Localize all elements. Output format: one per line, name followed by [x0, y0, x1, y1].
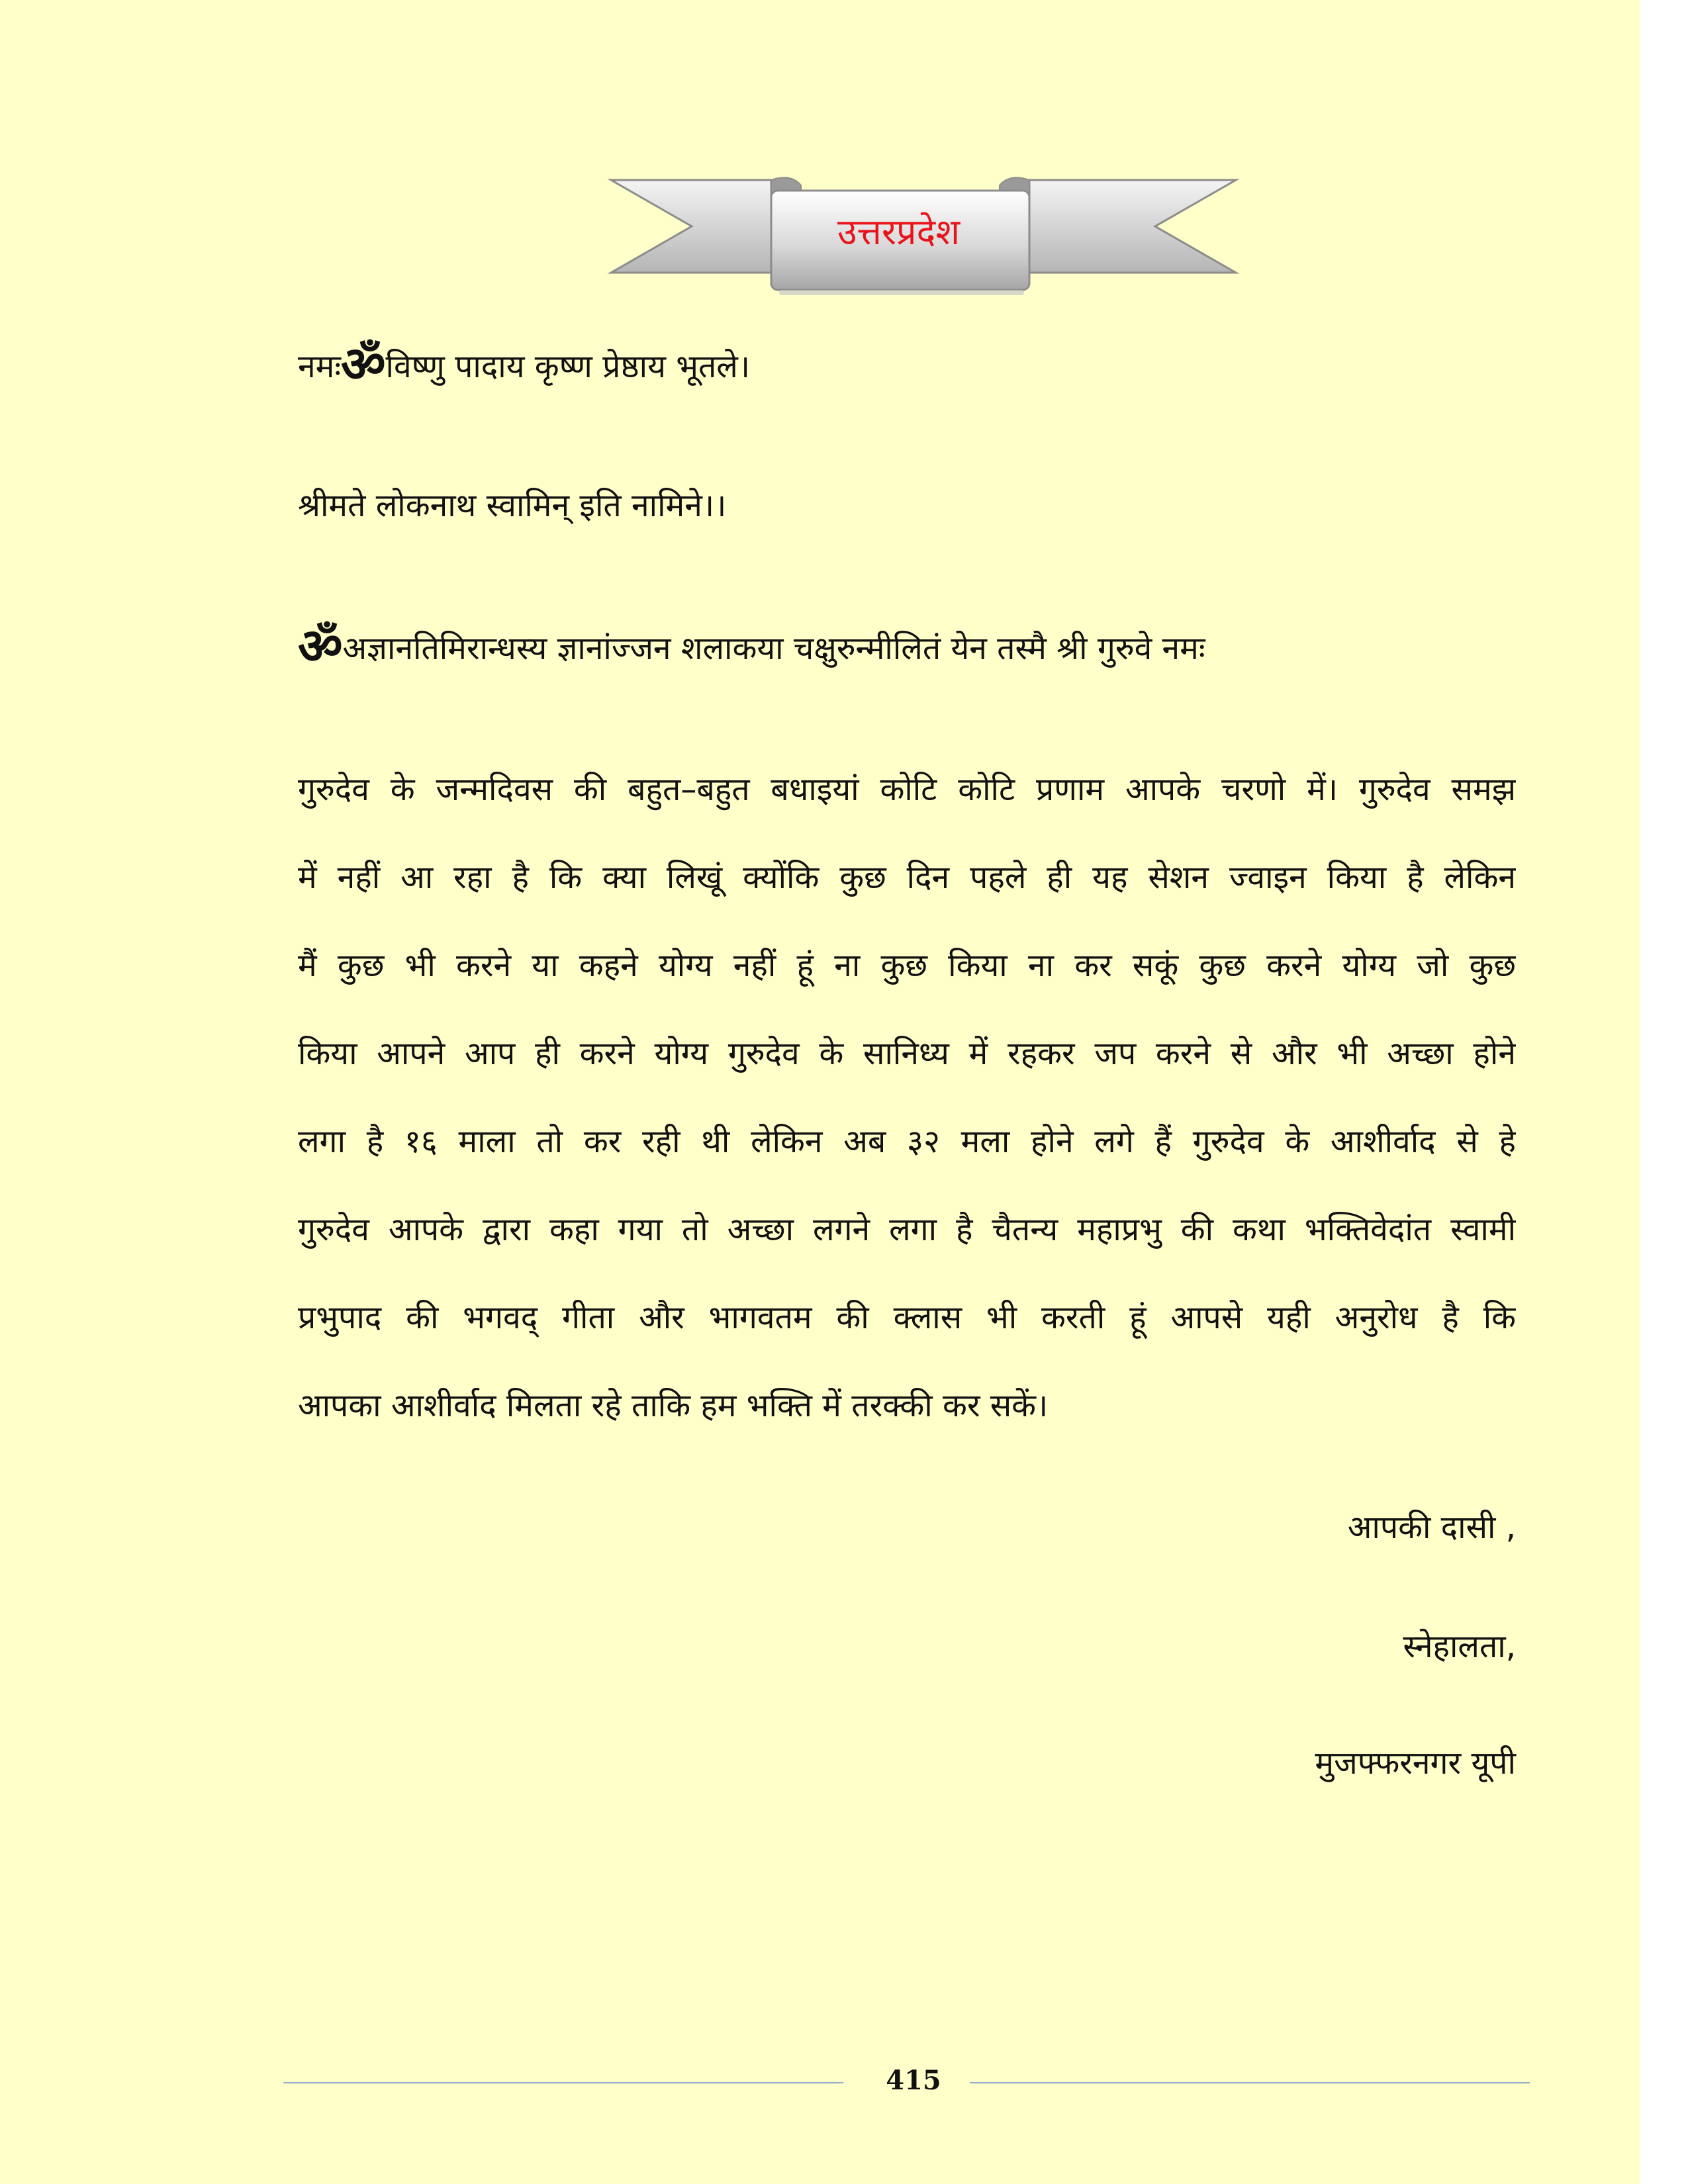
signoff-place: मुजफ्फरनगर यूपी: [1315, 1745, 1516, 1782]
letter-body-paragraph: [298, 768, 1516, 1472]
verse-line-1-prefix: नमः: [298, 348, 342, 385]
body-line: लगा है १६ माला तो कर रही थी लेकिन अब ३२ मला होने लगे हैं गुरुदेव के आशीर्वाद से हे: [298, 1123, 1516, 1160]
banner-title: उत्तरप्रदेश: [837, 211, 961, 253]
signoff-closing: आपकी दासी ,: [1347, 1509, 1516, 1546]
verse-line-3: [298, 618, 1205, 675]
footer-rule-left: [283, 2082, 843, 2083]
page-margin-strip: [1640, 0, 1688, 2184]
verse-line-3-text: अज्ञानतिमिरान्धस्य ज्ञानांज्जन शलाकया चक्षुरुन्मीलितं येन तस्मै श्री गुरुवे नमः: [342, 630, 1205, 667]
body-line: में नहीं आ रहा है कि क्या लिखूं क्योंकि कुछ दिन पहले ही यह सेशन ज्वाइन किया है लेकिन: [298, 859, 1516, 896]
verse-line-1: [298, 336, 751, 393]
title-ribbon-banner: [606, 173, 1241, 299]
om-symbol-icon: ॐ: [341, 336, 386, 393]
body-line: गुरुदेव आपके द्वारा कहा गया तो अच्छा लगने लगा है चैतन्य महाप्रभु की कथा भक्तिवेदांत स्वामी: [298, 1211, 1516, 1248]
body-line: मैं कुछ भी करने या कहने योग्य नहीं हूं ना कुछ किया ना कर सकूं कुछ करने योग्य जो कुछ: [298, 947, 1516, 984]
verse-line-2: श्रीमते लोकनाथ स्वामिन् इति नामिने।।: [298, 487, 727, 524]
body-line: प्रभुपाद की भगवद् गीता और भागवतम की क्लास भी करती हूं आपसे यही अनुरोध है कि: [298, 1299, 1516, 1336]
body-line: गुरुदेव के जन्मदिवस की बहुत–बहुत बधाइयां कोटि कोटि प्रणाम आपके चरणो में। गुरुदेव समझ: [298, 771, 1516, 808]
signoff-name: स्नेहालता,: [1403, 1628, 1516, 1665]
page-number: 415: [886, 2065, 941, 2096]
om-symbol-icon: ॐ: [298, 618, 343, 675]
body-line: आपका आशीर्वाद मिलता रहे ताकि हम भक्ति में तरक्की कर सकें।: [298, 1387, 1049, 1424]
verse-line-1-text: विष्णु पादाय कृष्ण प्रेष्ठाय भूतले।: [385, 348, 751, 385]
body-line: किया आपने आप ही करने योग्य गुरुदेव के सानिध्य में रहकर जप करने से और भी अच्छा होने: [298, 1035, 1516, 1072]
footer-rule-right: [970, 2082, 1530, 2083]
